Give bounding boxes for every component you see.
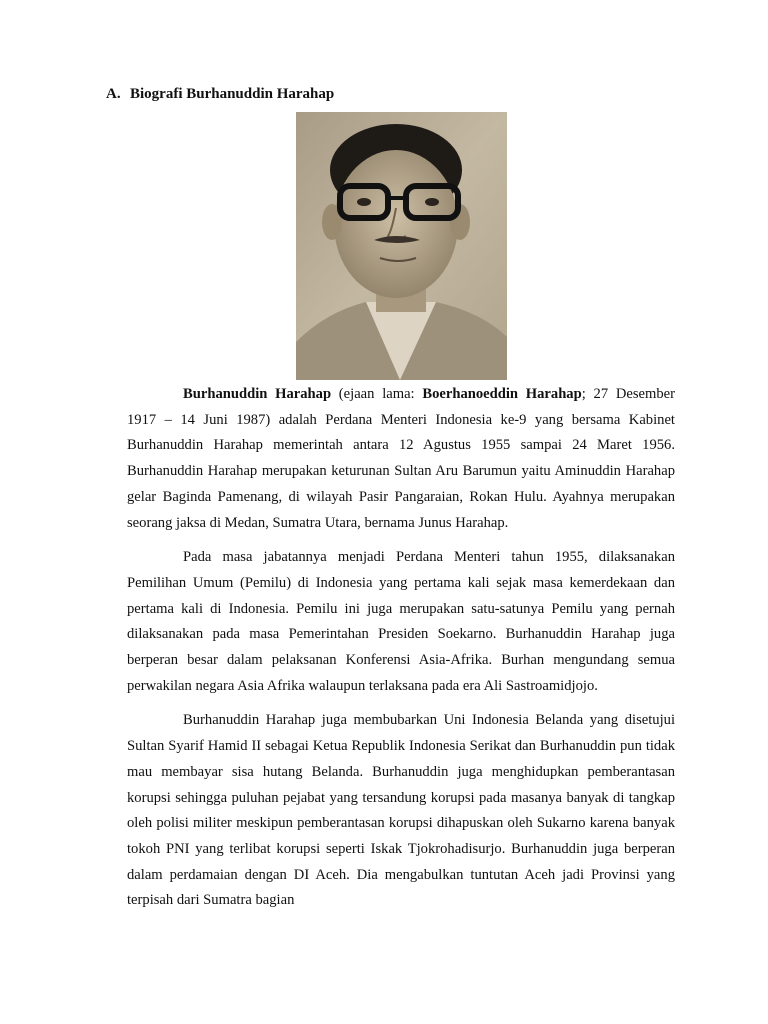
- section-title: Biografi Burhanuddin Harahap: [130, 86, 335, 102]
- paragraph-3: Burhanuddin Harahap juga membubarkan Uni Indonesia Belanda yang disetujui Sultan Syarif Hamid II sebagai Ketua Republik Indonesia Serikat dan Burhanuddin pun tidak mau membayar sisa hutang Belanda. Burhanuddin juga menghidupkan pemberantasan korupsi sehingga puluhan pejabat yang tersandung korupsi pada masanya banyak di tangkap oleh polisi militer meskipun pemberantasan korupsi dihapuskan oleh Sukarno karena banyak tokoh PNI yang terlibat korupsi seperti Iskak Tjokrohadisurjo. Burhanuddin juga berperan dalam perdamaian dengan DI Aceh. Dia mengabulkan tuntutan Aceh jadi Provinsi yang terpisah dari Sumatra bagian: [127, 712, 675, 909]
- section-number: A.: [106, 86, 121, 102]
- portrait-illustration: [296, 112, 507, 380]
- old-spelling-name: Boerhanoeddin Harahap: [422, 386, 582, 402]
- paragraph-1: [127, 382, 675, 536]
- p1-text-b: ; 27 Desember 1917 – 14 Juni 1987) adalah Perdana Menteri Indonesia ke-9 yang bersama Kabinet Burhanuddin Harahap memerintah antara 12 Agustus 1955 sampai 24 Maret 1956. Burhanuddin Harahap merupakan keturunan Sultan Aru Barumun yaitu Aminuddin Harahap gelar Baginda Pamenang, di wilayah Pasir Pangaraian, Rokan Hulu. Ayahnya merupakan seorang jaksa di Medan, Sumatra Utara, bernama Junus Harahap.: [127, 386, 676, 531]
- paragraph-2: Pada masa jabatannya menjadi Perdana Menteri tahun 1955, dilaksanakan Pemilihan Umum (Pemilu) di Indonesia yang pertama kali sejak masa kemerdekaan dan pertama kali di Indonesia. Pemilu ini juga merupakan satu-satunya Pemilu yang pernah dilaksanakan pada masa Pemerintahan Presiden Soekarno. Burhanuddin Harahap juga berperan besar dalam pelaksanan Konferensi Asia-Afrika. Burhan mengundang semua perwakilan negara Asia Afrika walaupun terlaksana pada era Ali Sastroamidjojo.: [127, 549, 675, 694]
- portrait-photo: [296, 112, 507, 380]
- subject-name: Burhanuddin Harahap: [183, 386, 332, 402]
- p1-text-a: (ejaan lama:: [331, 386, 423, 402]
- biography-text: [127, 382, 675, 923]
- section-heading: [106, 86, 334, 103]
